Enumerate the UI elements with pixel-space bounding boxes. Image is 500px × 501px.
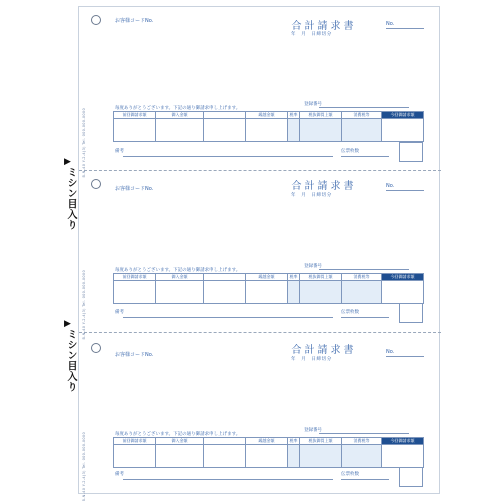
table-header-row xyxy=(114,112,424,119)
col-blank xyxy=(204,112,246,119)
date-label: 年 月 日締切分 xyxy=(291,32,332,37)
arrow-right-icon: ▶ xyxy=(64,157,71,167)
cell-payment-received[interactable] xyxy=(156,445,204,468)
col-carried-over: 繰越金額 xyxy=(246,112,288,119)
cell-current-amount[interactable] xyxy=(382,445,424,468)
col-purchase-excl-tax: 税抜御買上額 xyxy=(300,438,342,445)
table-row xyxy=(114,281,424,304)
col-payment-received: 御入金額 xyxy=(156,438,204,445)
cell-current-amount[interactable] xyxy=(382,119,424,142)
col-purchase-excl-tax: 税抜御買上額 xyxy=(300,274,342,281)
slip-count-line xyxy=(341,156,389,157)
form-title: 合計請求書 xyxy=(291,181,357,192)
cell-blank[interactable] xyxy=(204,281,246,304)
customer-code-label: お客様コードNo. xyxy=(115,18,154,24)
table-header-row xyxy=(114,274,424,281)
cell-carried-over[interactable] xyxy=(246,281,288,304)
col-payment-received: 御入金額 xyxy=(156,274,204,281)
perforation-line xyxy=(79,332,441,333)
cell-carried-over[interactable] xyxy=(246,119,288,142)
col-purchase-excl-tax: 税抜御買上額 xyxy=(300,112,342,119)
slip-count-label: 伝票枚数 xyxy=(341,310,359,315)
remarks-line xyxy=(123,317,333,318)
invoice-table xyxy=(113,437,424,468)
slip-count-label: 伝票枚数 xyxy=(341,149,359,154)
col-consumption-tax: 消費税等 xyxy=(342,112,382,119)
col-blank xyxy=(204,274,246,281)
registration-label: 登録番号 xyxy=(304,264,322,269)
invoice-table xyxy=(113,111,424,142)
number-line xyxy=(386,356,424,357)
cell-purchase-excl-tax[interactable] xyxy=(300,445,342,468)
slip-count-line xyxy=(341,479,389,480)
remarks-label: 備考 xyxy=(115,310,124,315)
punch-hole xyxy=(91,15,101,25)
form-title: 合計請求書 xyxy=(291,345,357,356)
number-label: No. xyxy=(386,21,395,27)
punch-hole xyxy=(91,343,101,353)
col-previous-amount: 前回御請求額 xyxy=(114,274,156,281)
cell-purchase-excl-tax[interactable] xyxy=(300,119,342,142)
cell-previous-amount[interactable] xyxy=(114,281,156,304)
col-current-amount: 今回御請求額 xyxy=(382,438,424,445)
registration-label: 登録番号 xyxy=(304,428,322,433)
registration-line xyxy=(319,107,409,108)
table-row xyxy=(114,445,424,468)
punch-hole xyxy=(91,179,101,189)
number-label: No. xyxy=(386,183,395,189)
number-line xyxy=(386,190,424,191)
cell-blank[interactable] xyxy=(204,119,246,142)
registration-label: 登録番号 xyxy=(304,102,322,107)
col-tax-rate: 税率 xyxy=(289,274,298,279)
cell-carried-over[interactable] xyxy=(246,445,288,468)
cell-consumption-tax[interactable] xyxy=(342,281,382,304)
cell-payment-received[interactable] xyxy=(156,281,204,304)
stamp-box xyxy=(399,142,423,162)
cell-tax-rate[interactable] xyxy=(288,281,300,304)
perforation-line xyxy=(79,170,441,171)
col-consumption-tax: 消費税等 xyxy=(342,274,382,281)
col-previous-amount: 前回御請求額 xyxy=(114,438,156,445)
cell-consumption-tax[interactable] xyxy=(342,445,382,468)
side-print-text: B-N-40 Y-2-4(3) Tel. 000-000-0000 xyxy=(82,108,86,178)
cell-tax-rate[interactable] xyxy=(288,445,300,468)
cell-previous-amount[interactable] xyxy=(114,119,156,142)
cell-payment-received[interactable] xyxy=(156,119,204,142)
remarks-line xyxy=(123,156,333,157)
col-tax-rate: 税率 xyxy=(289,438,298,443)
perforation-label xyxy=(64,158,78,230)
greeting-text: 毎度ありがとうございます。下記の通り御請求申し上げます。 xyxy=(115,432,241,437)
side-print-text: B-N-40 Y-2-4(3) Tel. 000-000-0000 xyxy=(82,270,86,340)
perforation-label xyxy=(64,320,78,392)
registration-line xyxy=(319,269,409,270)
col-current-amount: 今回御請求額 xyxy=(382,112,424,119)
cell-consumption-tax[interactable] xyxy=(342,119,382,142)
col-carried-over: 繰越金額 xyxy=(246,438,288,445)
number-label: No. xyxy=(386,349,395,355)
cell-blank[interactable] xyxy=(204,445,246,468)
invoice-sheet xyxy=(78,6,440,494)
registration-line xyxy=(319,433,409,434)
cell-previous-amount[interactable] xyxy=(114,445,156,468)
perforation-label-text: ミシン目入り xyxy=(65,329,76,392)
col-carried-over: 繰越金額 xyxy=(246,274,288,281)
side-print-text: B-N-40 Y-2-4(3) Tel. 000-000-0000 xyxy=(82,432,86,501)
col-tax-rate: 税率 xyxy=(289,112,298,117)
stamp-box xyxy=(399,467,423,487)
customer-code-label: お客様コードNo. xyxy=(115,186,154,192)
col-current-amount: 今回御請求額 xyxy=(382,274,424,281)
invoice-table xyxy=(113,273,424,304)
table-header-row xyxy=(114,438,424,445)
remarks-line xyxy=(123,479,333,480)
cell-purchase-excl-tax[interactable] xyxy=(300,281,342,304)
slip-count-label: 伝票枚数 xyxy=(341,472,359,477)
remarks-label: 備考 xyxy=(115,472,124,477)
col-blank xyxy=(204,438,246,445)
arrow-right-icon: ▶ xyxy=(64,319,71,329)
date-label: 年 月 日締切分 xyxy=(291,357,332,362)
col-payment-received: 御入金額 xyxy=(156,112,204,119)
table-row xyxy=(114,119,424,142)
number-line xyxy=(386,28,424,29)
customer-code-label: お客様コードNo. xyxy=(115,352,154,358)
greeting-text: 毎度ありがとうございます。下記の通り御請求申し上げます。 xyxy=(115,268,241,273)
stamp-box xyxy=(399,303,423,323)
col-consumption-tax: 消費税等 xyxy=(342,438,382,445)
col-previous-amount: 前回御請求額 xyxy=(114,112,156,119)
slip-count-line xyxy=(341,317,389,318)
remarks-label: 備考 xyxy=(115,149,124,154)
perforation-label-text: ミシン目入り xyxy=(65,167,76,230)
greeting-text: 毎度ありがとうございます。下記の通り御請求申し上げます。 xyxy=(115,106,241,111)
form-title: 合計請求書 xyxy=(291,21,357,32)
date-label: 年 月 日締切分 xyxy=(291,193,332,198)
cell-tax-rate[interactable] xyxy=(288,119,300,142)
cell-current-amount[interactable] xyxy=(382,281,424,304)
